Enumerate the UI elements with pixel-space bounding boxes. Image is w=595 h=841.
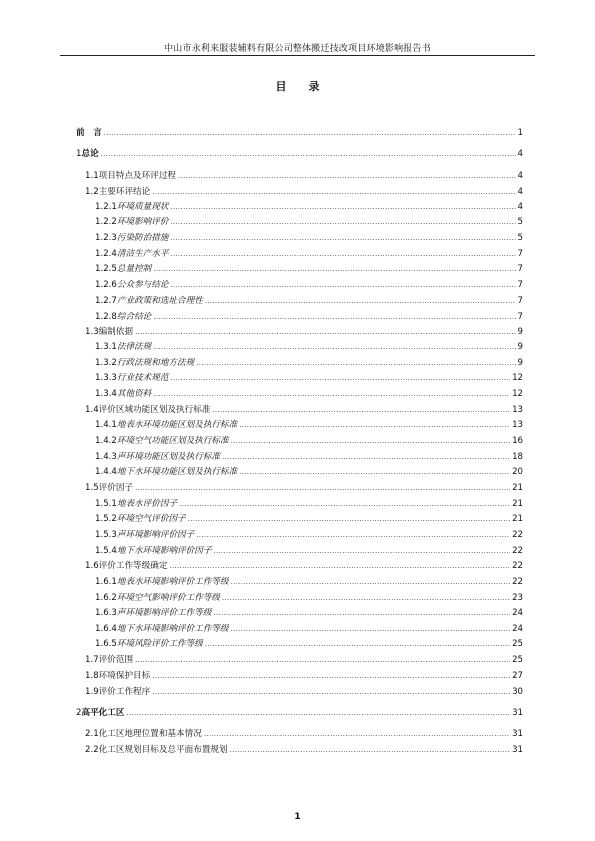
toc-entry[interactable] bbox=[95, 513, 523, 525]
page-number: 1 bbox=[294, 812, 301, 822]
toc-entry-label: 环境空气影响评价工作等级 bbox=[116, 593, 221, 603]
toc-entry[interactable] bbox=[76, 707, 523, 719]
dot-leader bbox=[196, 357, 515, 369]
toc-entry-label: 高平化工区 bbox=[81, 708, 125, 718]
toc-entry-number: 1.7 bbox=[85, 655, 99, 665]
toc-entry[interactable] bbox=[85, 728, 523, 740]
toc-entry-label: 主要环评结论 bbox=[98, 187, 151, 197]
dot-leader bbox=[239, 419, 510, 431]
toc-entry-number: 1.6.1 bbox=[95, 577, 117, 587]
toc-entry[interactable] bbox=[85, 686, 523, 698]
toc-entry[interactable] bbox=[95, 388, 523, 400]
toc-entry-label: 地表水评价因子 bbox=[116, 499, 178, 509]
toc-entry[interactable] bbox=[85, 404, 523, 416]
toc-entry-page: 13 bbox=[512, 420, 523, 430]
toc-entry-number: 1.2.4 bbox=[95, 249, 117, 259]
toc-entry-label: 化工区规划目标及总平面布置规划 bbox=[98, 745, 228, 755]
toc-entry[interactable] bbox=[95, 216, 523, 228]
toc-entry-label: 环境影响评价 bbox=[116, 217, 169, 227]
toc-entry-number: 1.2.7 bbox=[95, 296, 117, 306]
toc-entry[interactable] bbox=[85, 326, 523, 338]
dot-leader bbox=[126, 707, 510, 719]
toc-entry-label: 公众参与结论 bbox=[116, 280, 169, 290]
toc-entry-page: 23 bbox=[512, 593, 523, 603]
toc-entry-number: 1.2.2 bbox=[95, 217, 117, 227]
dot-leader bbox=[205, 295, 516, 307]
toc-entry-page: 20 bbox=[512, 467, 523, 477]
toc-entry[interactable] bbox=[95, 623, 523, 635]
toc-entry-number: 1.4.4 bbox=[95, 467, 117, 477]
toc-entry-label: 污染防治措施 bbox=[116, 233, 169, 243]
toc-entry-number: 1.4.1 bbox=[95, 420, 117, 430]
toc-entry-label: 环境质量现状 bbox=[116, 202, 169, 212]
toc-entry-label: 行业技术规范 bbox=[116, 373, 169, 383]
toc-entry-label: 地表水环境功能区划及执行标准 bbox=[116, 420, 238, 430]
toc-entry-label: 产业政策和选址合理性 bbox=[116, 296, 203, 306]
toc-entry-number: 1.8 bbox=[85, 671, 99, 681]
toc-entry-label: 地表水环境影响评价工作等级 bbox=[116, 577, 229, 587]
toc-entry[interactable] bbox=[95, 466, 523, 478]
toc-entry[interactable] bbox=[95, 357, 523, 369]
toc-entry[interactable] bbox=[85, 482, 523, 494]
header-rule bbox=[60, 55, 535, 56]
toc-entry-page: 31 bbox=[512, 708, 523, 718]
toc-entry[interactable] bbox=[95, 279, 523, 291]
toc-entry[interactable] bbox=[95, 545, 523, 557]
toc-entry-page: 4 bbox=[517, 171, 523, 181]
toc-entry-number: 1.6 bbox=[85, 561, 99, 571]
toc-entry-number: 1.3.4 bbox=[95, 389, 117, 399]
toc-entry-page: 9 bbox=[517, 327, 523, 337]
toc-entry-label: 总量控制 bbox=[116, 264, 152, 274]
toc-entry-page: 31 bbox=[512, 729, 523, 739]
toc-entry-label: 评价范围 bbox=[98, 655, 134, 665]
toc-entry-number: 1.6.4 bbox=[95, 624, 117, 634]
dot-leader bbox=[205, 638, 510, 650]
dot-leader bbox=[170, 248, 515, 260]
toc-entry[interactable] bbox=[85, 186, 523, 198]
toc-entry-page: 21 bbox=[512, 499, 523, 509]
toc-entry-page: 13 bbox=[512, 405, 523, 415]
dot-leader bbox=[152, 670, 510, 682]
dot-leader bbox=[152, 186, 515, 198]
dot-leader bbox=[169, 560, 510, 572]
dot-leader bbox=[170, 232, 515, 244]
toc-entry[interactable] bbox=[85, 654, 523, 666]
toc-entry[interactable] bbox=[95, 576, 523, 588]
toc-entry-label: 评价区域功能区划及执行标准 bbox=[98, 405, 211, 415]
toc-entry-label: 环境空气评价因子 bbox=[116, 514, 186, 524]
toc-entry-number: 1.3.2 bbox=[95, 358, 117, 368]
toc-title: 目录 bbox=[275, 80, 342, 93]
toc-entry[interactable] bbox=[95, 419, 523, 431]
toc-entry-page: 5 bbox=[517, 233, 523, 243]
toc-entry-number: 1.4.3 bbox=[95, 452, 117, 462]
toc-entry[interactable] bbox=[95, 232, 523, 244]
toc-entry-page: 24 bbox=[512, 624, 523, 634]
dot-leader bbox=[230, 744, 510, 756]
dot-leader bbox=[170, 372, 510, 384]
toc-entry-page: 22 bbox=[512, 577, 523, 587]
toc-entry-number: 1.2 bbox=[85, 187, 99, 197]
dot-leader bbox=[213, 545, 510, 557]
toc-entry[interactable] bbox=[85, 560, 523, 572]
toc-entry-label: 前 言 bbox=[76, 128, 102, 138]
toc-entry[interactable] bbox=[95, 607, 523, 619]
toc-entry-page: 22 bbox=[512, 530, 523, 540]
dot-leader bbox=[231, 435, 510, 447]
toc-entry-label: 编制依据 bbox=[98, 327, 134, 337]
toc-entry-label: 声环境影响评价因子 bbox=[116, 530, 195, 540]
dot-leader bbox=[153, 388, 510, 400]
toc-entry-label: 环境保护目标 bbox=[98, 671, 151, 681]
dot-leader bbox=[135, 654, 510, 666]
dot-leader bbox=[222, 592, 510, 604]
toc-entry-page: 1 bbox=[517, 128, 523, 138]
toc-entry-label: 地下水环境影响评价因子 bbox=[116, 546, 212, 556]
toc-entry-number: 1.2.8 bbox=[95, 312, 117, 322]
toc-entry-label: 法律法规 bbox=[116, 342, 152, 352]
toc-entry[interactable] bbox=[95, 592, 523, 604]
toc-entry[interactable] bbox=[85, 670, 523, 682]
dot-leader bbox=[170, 201, 515, 213]
toc-entry-page: 21 bbox=[512, 514, 523, 524]
dot-leader bbox=[222, 451, 510, 463]
dot-leader bbox=[135, 482, 510, 494]
toc-entry-number: 1.5.4 bbox=[95, 546, 117, 556]
dot-leader bbox=[101, 148, 516, 160]
toc-entry-page: 7 bbox=[517, 280, 523, 290]
dot-leader bbox=[188, 513, 510, 525]
toc-entry[interactable] bbox=[85, 744, 523, 756]
toc-entry[interactable] bbox=[95, 498, 523, 510]
toc-entry-page: 24 bbox=[512, 608, 523, 618]
toc-entry[interactable] bbox=[95, 638, 523, 650]
toc-entry-page: 9 bbox=[517, 342, 523, 352]
dot-leader bbox=[212, 404, 510, 416]
toc-entry-number: 1 bbox=[76, 149, 82, 159]
toc-entry-label: 化工区地理位置和基本情况 bbox=[98, 729, 202, 739]
document-header: 中山市永利来服装辅料有限公司整体搬迁技改项目环境影响报告书 bbox=[164, 44, 431, 54]
toc-entry-label: 地下水环境功能区划及执行标准 bbox=[116, 467, 238, 477]
toc-entry-number: 1.5.3 bbox=[95, 530, 117, 540]
toc-entry-label: 环境空气功能区划及执行标准 bbox=[116, 436, 229, 446]
toc-entry-number: 1.6.2 bbox=[95, 593, 117, 603]
toc-entry[interactable] bbox=[95, 435, 523, 447]
dot-leader bbox=[104, 127, 516, 139]
dot-leader bbox=[135, 326, 515, 338]
toc-entry-page: 18 bbox=[512, 452, 523, 462]
dot-leader bbox=[231, 623, 510, 635]
dot-leader bbox=[179, 498, 510, 510]
dot-leader bbox=[153, 311, 515, 323]
toc-entry-page: 12 bbox=[512, 389, 523, 399]
dot-leader bbox=[213, 607, 510, 619]
toc-entry-number: 2.1 bbox=[85, 729, 99, 739]
dot-leader bbox=[170, 216, 515, 228]
toc-entry-number: 1.2.3 bbox=[95, 233, 117, 243]
toc-entry-number: 1.6.3 bbox=[95, 608, 117, 618]
toc-entry-label: 清洁生产水平 bbox=[116, 249, 169, 259]
toc-entry[interactable] bbox=[95, 295, 523, 307]
dot-leader bbox=[178, 170, 516, 182]
toc-entry-page: 16 bbox=[512, 436, 523, 446]
toc-entry-number: 1.2.6 bbox=[95, 280, 117, 290]
toc-entry-number: 1.2.1 bbox=[95, 202, 117, 212]
toc-entry-label: 地下水环境影响评价工作等级 bbox=[116, 624, 229, 634]
toc-entry-page: 30 bbox=[512, 687, 523, 697]
toc-entry-label: 评价工作等级确定 bbox=[98, 561, 168, 571]
toc-entry-label: 声环境功能区划及执行标准 bbox=[116, 452, 221, 462]
toc-entry-page: 22 bbox=[512, 546, 523, 556]
toc-entry-label: 总论 bbox=[81, 149, 99, 159]
toc-entry[interactable] bbox=[95, 341, 523, 353]
toc-entry-label: 行政法规和地方法规 bbox=[116, 358, 195, 368]
toc-entry-page: 5 bbox=[517, 217, 523, 227]
toc-entry-page: 7 bbox=[517, 312, 523, 322]
toc-entry-label: 环境风险评价工作等级 bbox=[116, 639, 203, 649]
toc-entry-label: 评价因子 bbox=[98, 483, 134, 493]
toc-entry[interactable] bbox=[95, 201, 523, 213]
dot-leader bbox=[231, 576, 510, 588]
toc-entry-number: 2.2 bbox=[85, 745, 99, 755]
toc-entry[interactable] bbox=[95, 451, 523, 463]
toc-entry[interactable] bbox=[76, 148, 523, 160]
toc-entry-number: 1.9 bbox=[85, 687, 99, 697]
toc-entry-page: 12 bbox=[512, 373, 523, 383]
toc-entry[interactable] bbox=[95, 372, 523, 384]
toc-entry-page: 22 bbox=[512, 561, 523, 571]
toc-entry-page: 4 bbox=[517, 187, 523, 197]
dot-leader bbox=[153, 263, 515, 275]
toc-entry-label: 项目特点及环评过程 bbox=[98, 171, 177, 181]
toc-entry-number: 1.5 bbox=[85, 483, 99, 493]
toc-entry[interactable] bbox=[95, 311, 523, 323]
dot-leader bbox=[196, 529, 510, 541]
toc-entry-page: 7 bbox=[517, 249, 523, 259]
dot-leader bbox=[153, 341, 515, 353]
toc-entry[interactable] bbox=[76, 127, 523, 139]
toc-entry[interactable] bbox=[85, 170, 523, 182]
toc-entry-page: 31 bbox=[512, 745, 523, 755]
toc-entry-number: 1.4.2 bbox=[95, 436, 117, 446]
toc-entry-page: 4 bbox=[517, 149, 523, 159]
toc-entry-label: 评价工作程序 bbox=[98, 687, 151, 697]
toc-entry-page: 21 bbox=[512, 483, 523, 493]
toc-entry-label: 其他资料 bbox=[116, 389, 152, 399]
dot-leader bbox=[170, 279, 515, 291]
dot-leader bbox=[152, 686, 510, 698]
toc-entry-label: 综合结论 bbox=[116, 312, 152, 322]
toc-entry-number: 1.2.5 bbox=[95, 264, 117, 274]
toc-entry-number: 2 bbox=[76, 708, 82, 718]
toc-entry[interactable] bbox=[95, 248, 523, 260]
toc-entry-number: 1.3.3 bbox=[95, 373, 117, 383]
dot-leader bbox=[239, 466, 510, 478]
toc-entry-page: 9 bbox=[517, 358, 523, 368]
toc-entry-number: 1.4 bbox=[85, 405, 99, 415]
toc-entry-page: 7 bbox=[517, 296, 523, 306]
toc-entry-label: 声环境影响评价工作等级 bbox=[116, 608, 212, 618]
dot-leader bbox=[204, 728, 510, 740]
toc-entry[interactable] bbox=[95, 529, 523, 541]
toc-entry-page: 25 bbox=[512, 655, 523, 665]
toc-entry-number: 1.6.5 bbox=[95, 639, 117, 649]
toc-entry-page: 7 bbox=[517, 264, 523, 274]
toc-entry-page: 4 bbox=[517, 202, 523, 212]
toc-entry-number: 1.1 bbox=[85, 171, 99, 181]
toc-entry[interactable] bbox=[95, 263, 523, 275]
toc-entry-number: 1.3 bbox=[85, 327, 99, 337]
toc-entry-number: 1.5.1 bbox=[95, 499, 117, 509]
toc-entry-page: 27 bbox=[512, 671, 523, 681]
toc-entry-number: 1.5.2 bbox=[95, 514, 117, 524]
toc-entry-page: 25 bbox=[512, 639, 523, 649]
toc-entry-number: 1.3.1 bbox=[95, 342, 117, 352]
